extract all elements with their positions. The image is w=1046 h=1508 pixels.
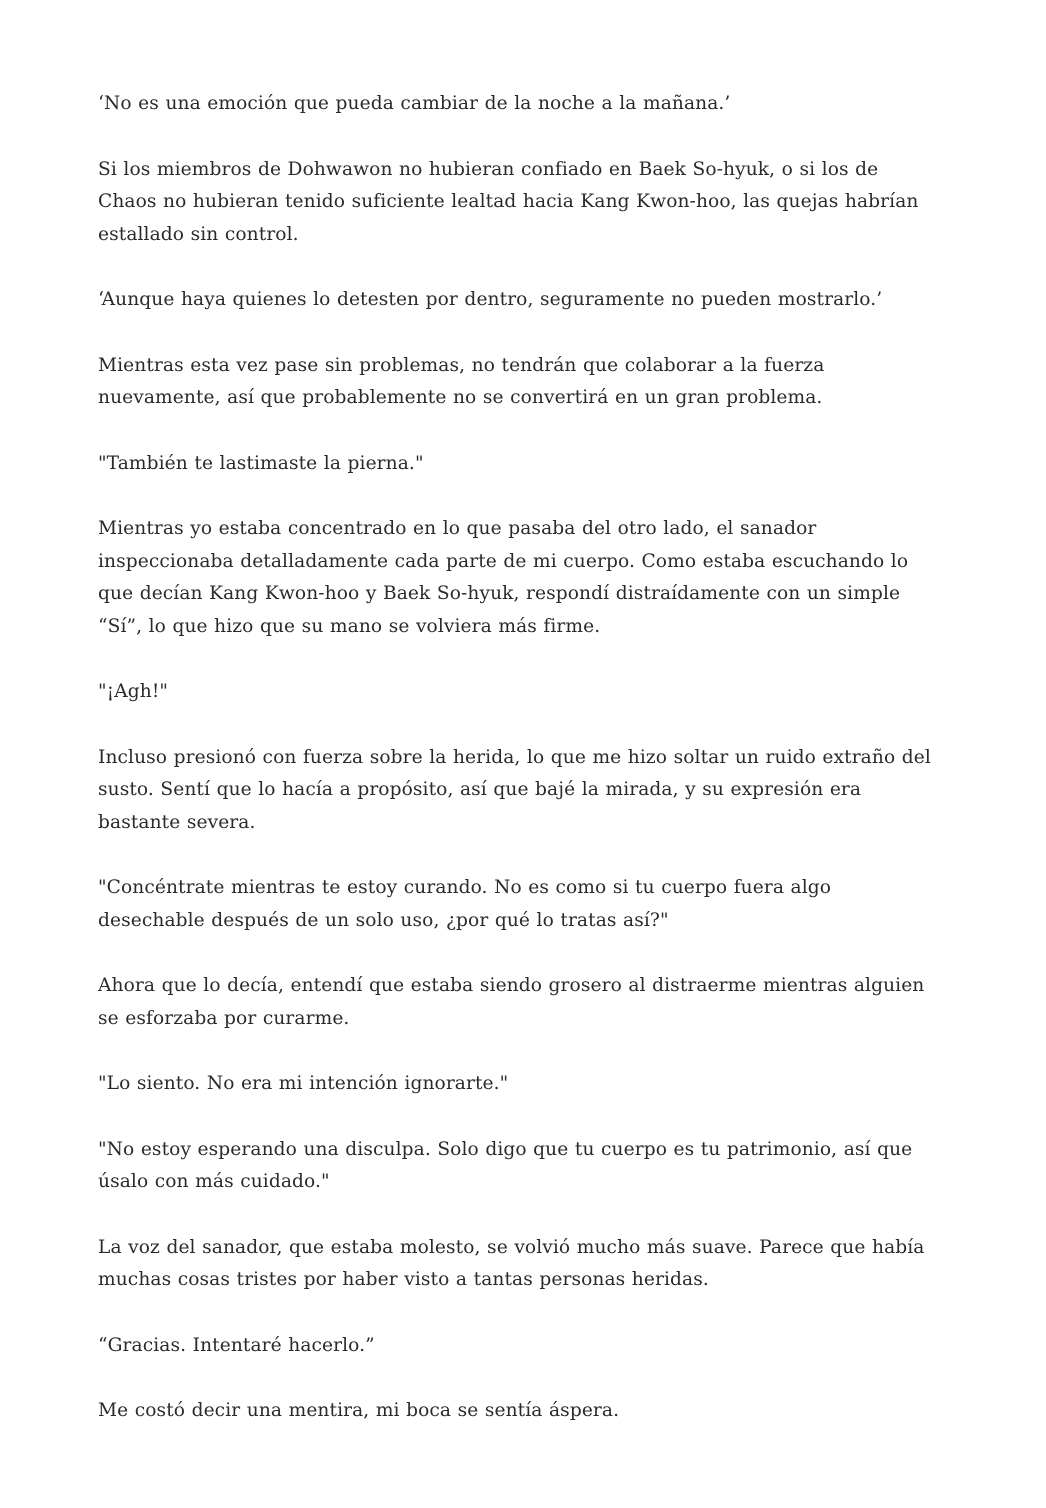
document-body — [98, 88, 943, 1461]
paragraph: “Gracias. Intentaré hacerlo.” — [98, 1334, 375, 1356]
paragraph: Incluso presionó con fuerza sobre la herida, lo que me hizo soltar un ruido extraño del susto. Sentí que lo hacía a propósito, así que bajé la mirada, y su expresión era bastante severa. — [98, 746, 931, 833]
paragraph: La voz del sanador, que estaba molesto, se volvió mucho más suave. Parece que había muchas cosas tristes por haber visto a tantas personas heridas. — [98, 1236, 925, 1290]
paragraph: Si los miembros de Dohwawon no hubieran confiado en Baek So-hyuk, o si los de Chaos no hubieran tenido suficiente lealtad hacia Kang Kwon-hoo, las quejas habrían estallado sin control. — [98, 158, 919, 245]
paragraph: "Concéntrate mientras te estoy curando. No es como si tu cuerpo fuera algo desechable después de un solo uso, ¿por qué lo tratas así?" — [98, 877, 832, 931]
paragraph: ‘Aunque haya quienes lo detesten por dentro, seguramente no pueden mostrarlo.’ — [98, 289, 883, 310]
paragraph: Mientras esta vez pase sin problemas, no tendrán que colaborar a la fuerza nuevamente, así que probablemente no se convertirá en un gran problema. — [98, 354, 825, 408]
paragraph: "No estoy esperando una disculpa. Solo digo que tu cuerpo es tu patrimonio, así que úsalo con más cuidado." — [98, 1138, 913, 1192]
paragraph: "¡Agh!" — [98, 681, 169, 702]
paragraph: "También te lastimaste la pierna." — [98, 452, 424, 474]
paragraph: ‘No es una emoción que pueda cambiar de la noche a la mañana.’ — [98, 93, 731, 114]
paragraph: Mientras yo estaba concentrado en lo que pasaba del otro lado, el sanador inspeccionaba detalladamente cada parte de mi cuerpo. Como estaba escuchando lo que decían Kang Kwon-hoo y Baek So-hyuk, respondí distraídamente con un simple “Sí”, lo que hizo que su mano se volviera más firme. — [98, 518, 909, 637]
paragraph: Ahora que lo decía, entendí que estaba siendo grosero al distraerme mientras alguien se esforzaba por curarme. — [98, 975, 925, 1029]
paragraph: Me costó decir una mentira, mi boca se sentía áspera. — [98, 1400, 620, 1421]
paragraph: "Lo siento. No era mi intención ignorarte." — [98, 1073, 509, 1094]
